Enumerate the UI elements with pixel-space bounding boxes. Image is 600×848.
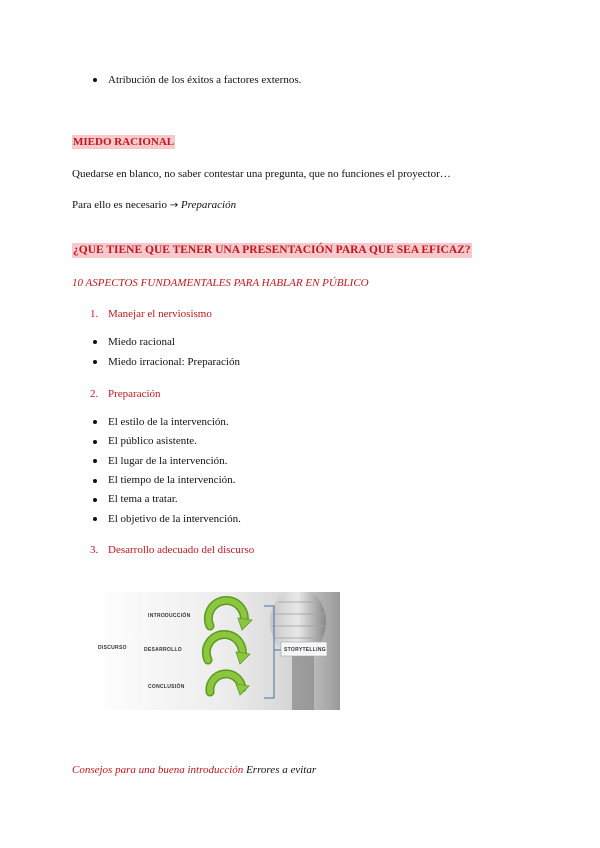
top-bullet-text: Atribución de los éxitos a factores externos. xyxy=(108,74,302,86)
miedo-line-2-emphasis: Preparación xyxy=(180,199,237,211)
diagram-step-desarrollo: DESARROLLO xyxy=(144,647,182,653)
item1-title: Manejar el nerviosismo xyxy=(108,308,212,320)
item2-title: Preparación xyxy=(108,388,161,400)
item2-bullet: El tiempo de la intervención. xyxy=(108,474,236,486)
footer-plain-italic: Errores a evitar xyxy=(246,764,317,776)
item2-bullet: El público asistente. xyxy=(108,435,197,447)
bullet-dot xyxy=(93,360,97,364)
diagram-step-intro: INTRODUCCIÓN xyxy=(148,613,191,619)
footer-red-italic: Consejos para una buena introducción xyxy=(72,764,244,776)
item2-bullet: El lugar de la intervención. xyxy=(108,455,228,467)
diagram-right-label: STORYTELLING xyxy=(284,647,326,653)
item2-bullet: El tema a tratar. xyxy=(108,493,178,505)
miedo-line-2-prefix: Para ello es necesario xyxy=(72,199,167,211)
bullet-dot xyxy=(93,459,97,463)
item2-number: 2. xyxy=(90,388,99,400)
diagram-step-conclusion: CONCLUSIÓN xyxy=(148,684,185,690)
bullet-dot xyxy=(93,498,97,502)
presentacion-subheading: 10 ASPECTOS FUNDAMENTALES PARA HABLAR EN PÚBLICO xyxy=(72,277,369,289)
right-arrow-icon: → xyxy=(169,200,179,211)
presentacion-heading: ¿QUE TIENE QUE TENER UNA PRESENTACIÓN PARA QUE SEA EFICAZ? xyxy=(73,244,471,256)
miedo-racional-heading: MIEDO RACIONAL xyxy=(73,136,175,148)
miedo-line-2 xyxy=(72,198,236,213)
item1-bullet: Miedo irracional: Preparación xyxy=(108,356,240,368)
bullet-dot xyxy=(93,479,97,483)
miedo-line-1: Quedarse en blanco, no saber contestar una pregunta, que no funciones el proyector… xyxy=(72,168,451,180)
bullet-dot xyxy=(93,78,97,82)
bullet-dot xyxy=(93,420,97,424)
discurso-diagram xyxy=(92,592,340,710)
item3-number: 3. xyxy=(90,544,99,556)
bullet-dot xyxy=(93,440,97,444)
item2-bullet: El objetivo de la intervención. xyxy=(108,513,241,525)
item1-number: 1. xyxy=(90,308,99,320)
item2-bullet: El estilo de la intervención. xyxy=(108,416,229,428)
item3-title: Desarrollo adecuado del discurso xyxy=(108,544,255,556)
diagram-left-label: DISCURSO xyxy=(98,645,127,651)
footer-line xyxy=(72,763,316,777)
item1-bullet: Miedo racional xyxy=(108,336,175,348)
bullet-dot xyxy=(93,340,97,344)
bullet-dot xyxy=(93,517,97,521)
